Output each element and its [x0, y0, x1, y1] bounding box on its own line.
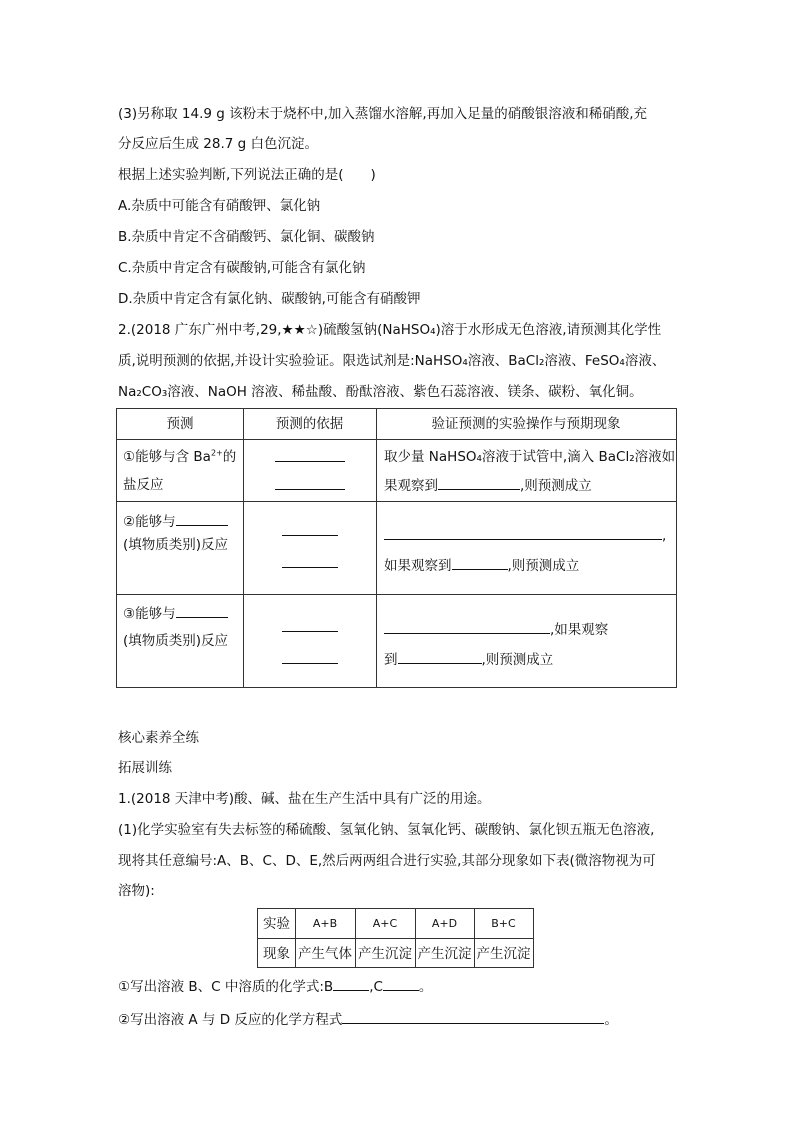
row2-prediction-line2: (填物质类别)反应 [123, 537, 229, 553]
experiment-cell: A+C [372, 917, 398, 930]
question-stem: 根据上述实验判断,下列说法正确的是( ) [118, 167, 376, 183]
row2-operation-line2: 如果观察到 ,则预测成立 [384, 555, 579, 576]
row3-class-blank[interactable] [176, 603, 228, 618]
row2-operation-line1: , [384, 525, 666, 546]
table-divider [117, 439, 676, 440]
phenomenon-cell: 产生沉淀 [417, 946, 472, 962]
row3-basis-blank-2[interactable] [282, 649, 338, 670]
row1-operation-line1: 取少量 NaHSO₄溶液于试管中,滴入 BaCl₂溶液如 [384, 449, 676, 465]
experiment-table [257, 908, 534, 968]
row2-operation-blank[interactable] [384, 525, 662, 540]
row-header-phenomenon: 现象 [263, 946, 290, 962]
option-a: A.杂质中可能含有硝酸钾、氯化钠 [118, 198, 321, 214]
q1-line4: 溶物): [118, 883, 155, 899]
row3-operation-line2: 到 ,则预测成立 [384, 649, 553, 670]
sub-question-2: ②写出溶液 A 与 D 反应的化学方程式 。 [118, 1009, 618, 1030]
table-divider [117, 594, 676, 595]
row1-prediction-line1: ①能够与含 $Ba^{2+}$的 [123, 448, 237, 465]
row3-operation-blank[interactable] [384, 619, 550, 634]
phenomenon-cell: 产生气体 [298, 946, 352, 962]
row3-basis-blank-1[interactable] [282, 617, 338, 638]
q1-line2: (1)化学实验室有失去标签的稀硫酸、氢氧化钠、氢氧化钙、碳酸钠、氯化钡五瓶无色溶液, [118, 822, 655, 838]
q2-line3: Na₂CO₃溶液、NaOH 溶液、稀盐酸、酚酞溶液、紫色石蕊溶液、镁条、碳粉、氧化铜。 [118, 384, 643, 400]
row1-phenomenon-blank[interactable] [438, 475, 520, 490]
row3-operation-line1: ,如果观察 [384, 619, 608, 640]
row3-prediction-line1: ③能够与 [123, 603, 228, 624]
experiment-cell: A+B [312, 917, 338, 930]
option-c: C.杂质中肯定含有碳酸钠,可能含有氯化钠 [118, 260, 366, 276]
option-b: B.杂质中肯定不含硝酸钙、氯化铜、碳酸钠 [118, 229, 375, 245]
q1-line3: 现将其任意编号:A、B、C、D、E,然后两两组合进行实验,其部分现象如下表(微溶物视为可 [118, 853, 656, 869]
q1-line1: 1.(2018 天津中考)酸、碱、盐在生产生活中具有广泛的用途。 [118, 791, 491, 807]
option-d: D.杂质中肯定含有氯化钠、碳酸钠,可能含有硝酸钾 [118, 291, 421, 307]
row2-basis-blank-2[interactable] [282, 553, 338, 574]
table-divider [258, 938, 533, 939]
section-title: 核心素养全练 [118, 730, 199, 746]
header-operation: 验证预测的实验操作与预期现象 [431, 416, 621, 432]
row-header-experiment: 实验 [263, 916, 290, 932]
header-basis: 预测的依据 [275, 416, 344, 432]
table-divider [243, 409, 244, 687]
row1-operation-line2: 果观察到 ,则预测成立 [384, 475, 592, 496]
row2-prediction-line1: ②能够与 [123, 511, 228, 532]
row2-phenomenon-blank[interactable] [452, 555, 508, 570]
q2-line2: 质,说明预测的依据,并设计实验验证。限选试剂是:NaHSO₄溶液、BaCl₂溶液、FeSO₄溶液、 [118, 353, 666, 369]
phenomenon-cell: 产生沉淀 [476, 946, 531, 962]
table-divider [117, 501, 676, 502]
header-prediction: 预测 [166, 416, 194, 432]
phenomenon-cell: 产生沉淀 [358, 946, 412, 962]
row3-phenomenon-blank[interactable] [398, 649, 482, 664]
answer-blank-c[interactable] [383, 976, 419, 991]
row2-basis-blank-1[interactable] [282, 521, 338, 542]
prediction-table [116, 408, 677, 688]
sub-question-1: ①写出溶液 B、C 中溶质的化学式:B ,C 。 [118, 976, 432, 997]
q3-line1: (3)另称取 14.9 g 该粉末于烧杯中,加入蒸馏水溶解,再加入足量的硝酸银溶液和稀硝酸,充 [118, 106, 647, 122]
experiment-cell: A+D [431, 917, 458, 930]
row1-prediction-line2: 盐反应 [123, 477, 164, 493]
row2-class-blank[interactable] [176, 511, 228, 526]
table-divider [376, 409, 377, 687]
answer-blank-equation[interactable] [342, 1009, 604, 1024]
answer-blank-b[interactable] [333, 976, 369, 991]
row1-basis-blank-1[interactable] [275, 447, 345, 468]
row1-basis-blank-2[interactable] [275, 475, 345, 496]
q3-line2: 分反应后生成 28.7 g 白色沉淀。 [118, 136, 319, 152]
q2-line1: 2.(2018 广东广州中考,29,★★☆)硫酸氢钠(NaHSO₄)溶于水形成无色溶液,请预测其化学性 [118, 322, 662, 338]
section-subtitle: 拓展训练 [118, 760, 172, 776]
row3-prediction-line2: (填物质类别)反应 [123, 633, 229, 649]
experiment-cell: B+C [491, 917, 516, 930]
